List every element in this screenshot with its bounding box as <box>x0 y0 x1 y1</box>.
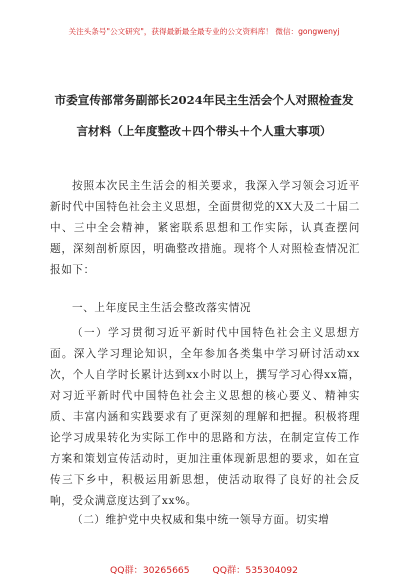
body-paragraph-2: （二）维护党中央权威和集中统一领导方面。切实增 <box>72 514 330 526</box>
qq-group-1: QQ群：30265665 <box>110 565 190 576</box>
section-heading: 一、上年度民主生活会整改落实情况 <box>72 302 252 314</box>
document-title-line-2: 言材料（上年度整改＋四个带头＋个人重大事项） <box>76 124 332 138</box>
intro-paragraph: 按照本次民主生活会的相关要求，我深入学习领会习近平新时代中国特色社会主义思想，全面贯彻党的XX大及二十届二中、三中全会精神，紧密联系思想和工作实际，认真查摆问题，深刻剖析原因，明确整改措施。现将个人对照检查情况汇报如下： <box>50 180 360 276</box>
body-paragraph-1: （一）学习贯彻习近平新时代中国特色社会主义思想方面。深入学习理论知识，全年参加各类集中学习研讨活动xx次，个人自学时长累计达到xx小时以上，撰写学习心得xx篇，对习近平新时代中国特色社会主义思想的核心要义、精神实质、丰富内涵和实践要求有了更深刻的理解和把握。积极将理论学习成果转化为实际工作中的思路和方法，在制定宣传工作方案和策划宣传活动时，更加注重体现新思想的要求，如在宣传三下乡中，积极运用新思想，使活动取得了良好的社会反响，受众满意度达到了xx%。 <box>50 327 360 507</box>
qq-group-2: QQ群：535304092 <box>212 565 298 576</box>
document-title-line-1: 市委宣传部常务副部长2024年民主生活会个人对照检查发 <box>54 93 354 107</box>
promo-banner: 关注头条号"公文研究"，获得最新最全最专业的公文资料库！ 微信：gongwenyj <box>68 27 340 36</box>
footer-contact <box>0 562 408 576</box>
